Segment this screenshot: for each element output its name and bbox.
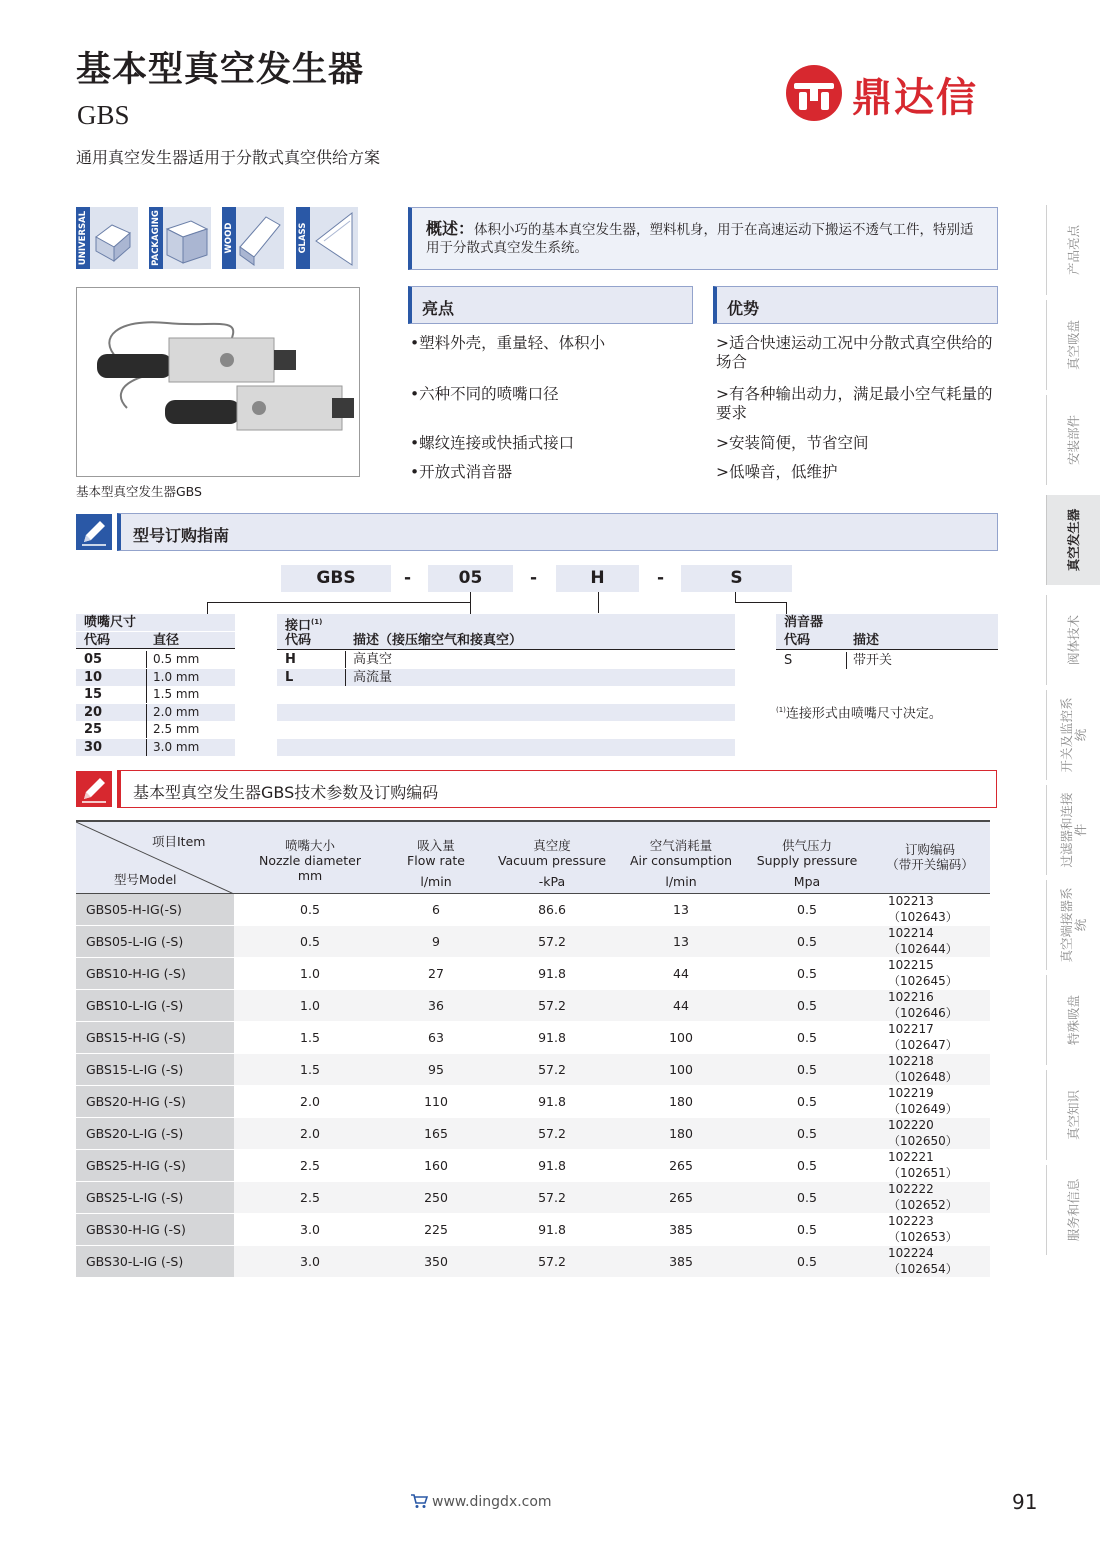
nozzle-row <box>76 686 235 703</box>
order-code-cell: 102217（102647） <box>870 1021 990 1053</box>
port-row <box>277 651 735 668</box>
page-title: 基本型真空发生器 <box>76 50 365 90</box>
value-cell: 0.5 <box>744 957 870 989</box>
overview-box <box>408 207 998 270</box>
order-code-cell: 102220（102650） <box>870 1117 990 1149</box>
category-glass: GLASS <box>296 207 358 269</box>
footer-url[interactable]: www.dingdx.com <box>410 1493 552 1510</box>
value-cell: 385 <box>618 1245 744 1277</box>
code-segment-port: H <box>556 565 639 592</box>
order-guide-header: 型号订购指南 <box>117 513 998 551</box>
value-cell: 0.5 <box>744 1117 870 1149</box>
nozzle-row <box>76 704 235 721</box>
value-cell: 1.0 <box>234 957 386 989</box>
model-cell: GBS15-H-IG (-S) <box>76 1021 234 1053</box>
order-code-cell: 102219（102649） <box>870 1085 990 1117</box>
col-vacuum: 真空度 Vacuum pressure -kPa <box>486 821 618 893</box>
spec-table <box>76 820 990 1278</box>
value-cell: 44 <box>618 989 744 1021</box>
pencil-icon <box>76 514 112 550</box>
sidebar-tab[interactable]: 真空知识 <box>1046 1070 1100 1160</box>
value-cell: 91.8 <box>486 1213 618 1245</box>
value-cell: 0.5 <box>744 1021 870 1053</box>
value-cell: 110 <box>386 1085 486 1117</box>
sidebar-tab[interactable]: 安装部件 <box>1046 395 1100 485</box>
muffler-code: S <box>784 653 793 668</box>
advantage-item: >低噪音，低维护 <box>716 463 838 481</box>
order-code-cell: 102216（102646） <box>870 989 990 1021</box>
value-cell: 0.5 <box>744 925 870 957</box>
order-code-cell: 102221（102651） <box>870 1149 990 1181</box>
value-cell: 265 <box>618 1181 744 1213</box>
highlight-item: •六种不同的喷嘴口径 <box>410 385 559 403</box>
value-cell: 91.8 <box>486 957 618 989</box>
value-cell: 57.2 <box>486 1053 618 1085</box>
glass-icon <box>310 207 358 269</box>
nozzle-col-dia: 直径 <box>153 633 180 648</box>
sidebar-tab-active[interactable]: 真空发生器 <box>1046 495 1100 585</box>
col-order: 订购编码 （带开关编码） <box>870 821 990 893</box>
pencil-icon <box>76 771 112 807</box>
model-cell: GBS30-L-IG (-S) <box>76 1245 234 1277</box>
footnote: $^{(1)}$连接形式由喷嘴尺寸决定。 <box>776 706 942 722</box>
nozzle-diameter: 1.5 mm <box>153 687 200 702</box>
muffler-title: 消音器 <box>784 615 824 630</box>
model-cell: GBS15-L-IG (-S) <box>76 1053 234 1085</box>
corner-header: 项目Item 型号Model <box>76 821 234 893</box>
value-cell: 385 <box>618 1213 744 1245</box>
col-flow: 吸入量 Flow rate l/min <box>386 821 486 893</box>
nozzle-row <box>76 669 235 686</box>
vacuum-generator-illustration <box>77 288 359 476</box>
value-cell: 180 <box>618 1117 744 1149</box>
value-cell: 0.5 <box>744 1213 870 1245</box>
bracket-line <box>598 592 599 613</box>
port-code: L <box>285 669 294 685</box>
model-code: GBS <box>77 100 130 130</box>
value-cell: 0.5 <box>744 1245 870 1277</box>
model-cell: GBS25-L-IG (-S) <box>76 1181 234 1213</box>
sidebar-tab[interactable]: 服务和信息 <box>1046 1165 1100 1255</box>
value-cell: 0.5 <box>744 1085 870 1117</box>
value-cell: 95 <box>386 1053 486 1085</box>
spec-row <box>76 1085 990 1117</box>
nozzle-title: 喷嘴尺寸 <box>76 614 235 631</box>
category-universal: UNIVERSAL <box>76 207 138 269</box>
spec-row <box>76 1053 990 1085</box>
code-dash: - <box>404 568 412 588</box>
category-packaging: PACKAGING <box>149 207 211 269</box>
nozzle-col-code: 代码 <box>84 633 111 648</box>
spec-row <box>76 989 990 1021</box>
bracket-line <box>735 592 736 602</box>
code-dash: - <box>657 568 665 588</box>
sidebar-tab[interactable]: 过滤器和连接件 <box>1046 785 1100 875</box>
overview-label: 概述： <box>426 219 475 238</box>
col-supply: 供气压力 Supply pressure Mpa <box>744 821 870 893</box>
spec-row <box>76 1021 990 1053</box>
value-cell: 2.5 <box>234 1181 386 1213</box>
product-photo <box>76 287 360 477</box>
port-row <box>277 704 735 721</box>
value-cell: 57.2 <box>486 989 618 1021</box>
value-cell: 350 <box>386 1245 486 1277</box>
model-cell: GBS30-H-IG (-S) <box>76 1213 234 1245</box>
value-cell: 250 <box>386 1181 486 1213</box>
cart-icon <box>410 1493 428 1509</box>
nozzle-diameter: 2.0 mm <box>153 704 200 719</box>
spec-header: 基本型真空发生器GBS技术参数及订购编码 <box>117 770 997 808</box>
value-cell: 0.5 <box>744 1053 870 1085</box>
value-cell: 0.5 <box>234 925 386 957</box>
category-wood: WOOD <box>222 207 284 269</box>
code-segment-series: GBS <box>281 565 391 592</box>
value-cell: 44 <box>618 957 744 989</box>
model-cell: GBS10-H-IG (-S) <box>76 957 234 989</box>
port-col-desc: 描述（接压缩空气和接真空） <box>353 633 523 648</box>
value-cell: 165 <box>386 1117 486 1149</box>
brand-logo <box>782 62 1004 124</box>
muffler-col-desc: 描述 <box>853 633 880 648</box>
value-cell: 13 <box>618 893 744 925</box>
value-cell: 100 <box>618 1053 744 1085</box>
spec-row <box>76 1181 990 1213</box>
code-segment-muffler: S <box>681 565 792 592</box>
value-cell: 57.2 <box>486 1117 618 1149</box>
spec-row <box>76 1213 990 1245</box>
photo-caption: 基本型真空发生器GBS <box>76 484 202 499</box>
order-code-cell: 102218（102648） <box>870 1053 990 1085</box>
sidebar-tab[interactable]: 开关及监控系统 <box>1046 690 1100 780</box>
col-air: 空气消耗量 Air consumption l/min <box>618 821 744 893</box>
value-cell: 1.0 <box>234 989 386 1021</box>
nozzle-diameter: 0.5 mm <box>153 652 200 666</box>
value-cell: 1.5 <box>234 1021 386 1053</box>
spec-row <box>76 1117 990 1149</box>
code-dash: - <box>530 568 538 588</box>
sidebar-tab[interactable]: 产品亮点 <box>1046 205 1100 295</box>
spec-row <box>76 1149 990 1181</box>
nozzle-code: 20 <box>84 704 103 720</box>
value-cell: 180 <box>618 1085 744 1117</box>
value-cell: 2.5 <box>234 1149 386 1181</box>
port-row <box>277 669 735 686</box>
value-cell: 57.2 <box>486 1181 618 1213</box>
highlights-header: 亮点 <box>408 286 693 324</box>
packaging-icon <box>163 207 211 269</box>
nozzle-row <box>76 651 235 668</box>
value-cell: 57.2 <box>486 925 618 957</box>
value-cell: 0.5 <box>744 1181 870 1213</box>
value-cell: 91.8 <box>486 1149 618 1181</box>
port-title: 接口$^{(1)}$ <box>285 618 323 634</box>
port-code: H <box>285 652 296 667</box>
value-cell: 13 <box>618 925 744 957</box>
brand-emblem-icon <box>782 62 846 124</box>
advantage-item: >有各种输出动力，满足最小空气耗量的要求 <box>716 385 993 422</box>
advantages-header: 优势 <box>713 286 998 324</box>
bracket-nozzle <box>207 602 471 614</box>
wood-icon <box>236 207 284 269</box>
value-cell: 100 <box>618 1021 744 1053</box>
spec-row <box>76 1245 990 1277</box>
port-desc: 高真空 <box>353 652 393 667</box>
value-cell: 57.2 <box>486 1245 618 1277</box>
value-cell: 36 <box>386 989 486 1021</box>
port-col-code: 代码 <box>285 633 312 648</box>
value-cell: 3.0 <box>234 1213 386 1245</box>
value-cell: 3.0 <box>234 1245 386 1277</box>
bracket-line <box>470 592 471 602</box>
value-cell: 27 <box>386 957 486 989</box>
nozzle-diameter: 2.5 mm <box>153 722 200 737</box>
highlight-item: •塑料外壳，重量轻、体积小 <box>410 334 606 352</box>
model-cell: GBS05-L-IG (-S) <box>76 925 234 957</box>
sidebar-tab[interactable]: 真空端接器系统 <box>1046 880 1100 970</box>
model-cell: GBS25-H-IG (-S) <box>76 1149 234 1181</box>
model-cell: GBS10-L-IG (-S) <box>76 989 234 1021</box>
nozzle-diameter: 3.0 mm <box>153 740 200 754</box>
brand-name: 鼎达信 <box>852 75 978 121</box>
muffler-col-code: 代码 <box>784 633 811 648</box>
col-nozzle: 喷嘴大小 Nozzle diameter mm <box>234 821 386 893</box>
port-row <box>277 721 735 738</box>
nozzle-row <box>76 739 235 756</box>
advantage-item: >安装简便，节省空间 <box>716 434 869 452</box>
model-cell: GBS20-H-IG (-S) <box>76 1085 234 1117</box>
model-cell: GBS20-L-IG (-S) <box>76 1117 234 1149</box>
order-code-cell: 102214（102644） <box>870 925 990 957</box>
sidebar-tab[interactable]: 阀体技术 <box>1046 595 1100 685</box>
sidebar-tab[interactable]: 真空吸盘 <box>1046 300 1100 390</box>
nozzle-code: 15 <box>84 687 103 703</box>
universal-icon <box>90 207 138 269</box>
order-code-cell: 102215（102645） <box>870 957 990 989</box>
order-code-cell: 102224（102654） <box>870 1245 990 1277</box>
port-row <box>277 686 735 703</box>
page-number: 91 <box>1012 1490 1038 1514</box>
value-cell: 0.5 <box>744 893 870 925</box>
port-row <box>277 739 735 756</box>
order-code-cell: 102213（102643） <box>870 893 990 925</box>
model-cell: GBS05-H-IG(-S) <box>76 893 234 925</box>
value-cell: 0.5 <box>744 1149 870 1181</box>
nozzle-code: 30 <box>84 740 103 755</box>
highlight-item: •开放式消音器 <box>410 463 513 481</box>
nozzle-code: 05 <box>84 652 103 667</box>
value-cell: 0.5 <box>744 989 870 1021</box>
value-cell: 6 <box>386 893 486 925</box>
sidebar-tab[interactable]: 特殊吸盘 <box>1046 975 1100 1065</box>
value-cell: 9 <box>386 925 486 957</box>
order-code-cell: 102223（102653） <box>870 1213 990 1245</box>
value-cell: 2.0 <box>234 1085 386 1117</box>
spec-row <box>76 925 990 957</box>
value-cell: 86.6 <box>486 893 618 925</box>
muffler-desc: 带开关 <box>853 653 893 668</box>
advantage-item: >适合快速运动工况中分散式真空供给的场合 <box>716 334 993 371</box>
value-cell: 160 <box>386 1149 486 1181</box>
nozzle-code: 25 <box>84 722 103 738</box>
value-cell: 265 <box>618 1149 744 1181</box>
order-code-cell: 102222（102652） <box>870 1181 990 1213</box>
spec-row <box>76 957 990 989</box>
value-cell: 2.0 <box>234 1117 386 1149</box>
value-cell: 91.8 <box>486 1021 618 1053</box>
page-subtitle: 通用真空发生器适用于分散式真空供给方案 <box>76 148 381 167</box>
overview-text: 体积小巧的基本真空发生器，塑料机身，用于在高速运动下搬运不透气工件，特别适用于分散式真空发生系统。 <box>426 222 974 256</box>
spec-row <box>76 893 990 925</box>
bracket-muffler <box>735 602 787 614</box>
port-desc: 高流量 <box>353 669 393 685</box>
code-segment-nozzle: 05 <box>428 565 513 592</box>
value-cell: 0.5 <box>234 893 386 925</box>
nozzle-row <box>76 721 235 738</box>
value-cell: 225 <box>386 1213 486 1245</box>
nozzle-code: 10 <box>84 669 103 685</box>
value-cell: 1.5 <box>234 1053 386 1085</box>
value-cell: 91.8 <box>486 1085 618 1117</box>
nozzle-diameter: 1.0 mm <box>153 669 200 684</box>
highlight-item: •螺纹连接或快插式接口 <box>410 434 575 452</box>
value-cell: 63 <box>386 1021 486 1053</box>
